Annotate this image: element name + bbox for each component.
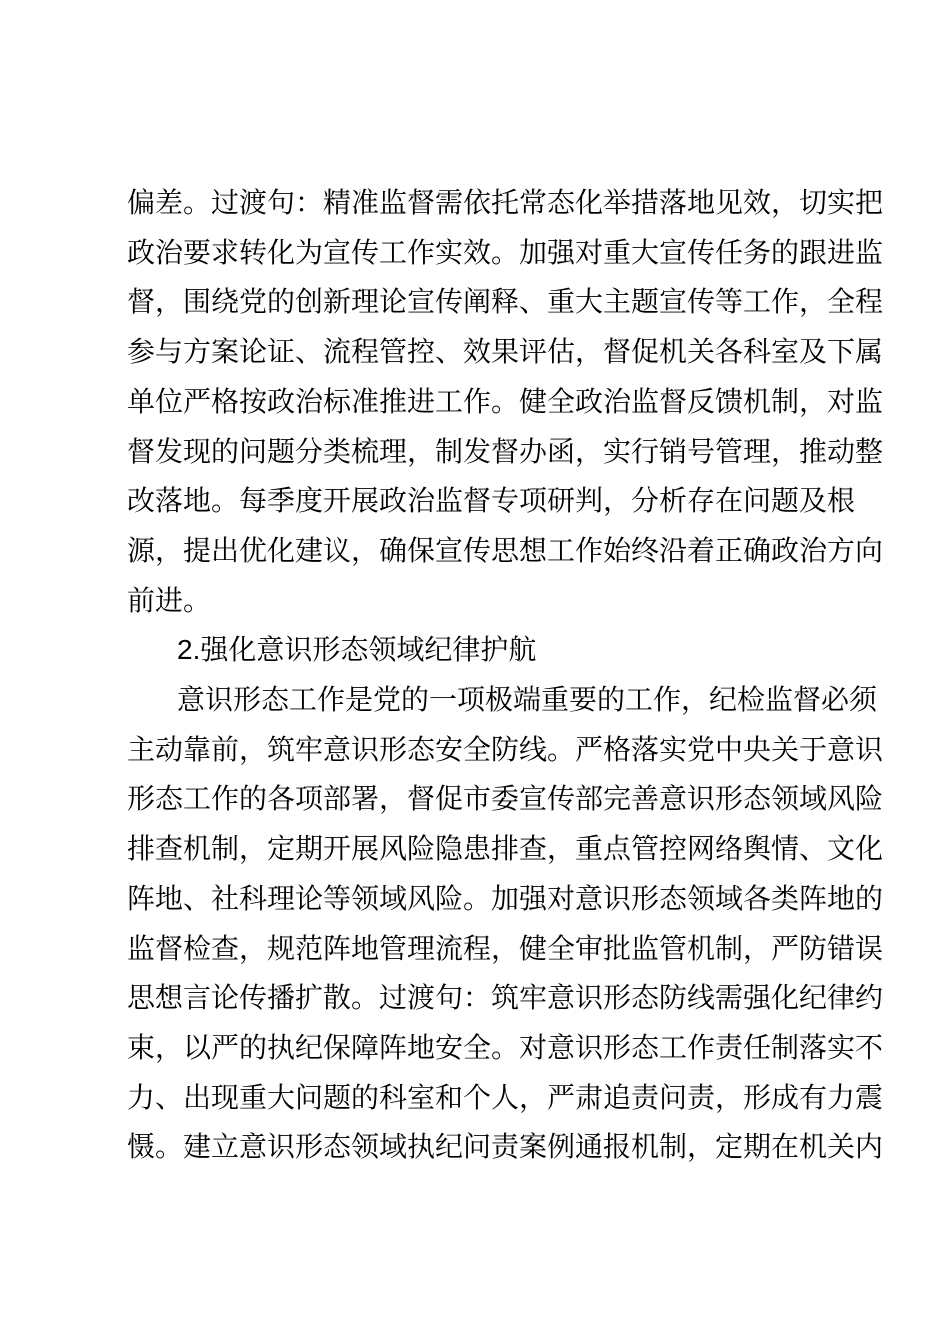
paragraph-line: 前进。 (127, 584, 212, 616)
paragraph-line: 力、出现重大问题的科室和个人，严肃追责问责，形成有力震 (127, 1081, 884, 1113)
paragraph-line: 政治要求转化为宣传工作实效。加强对重大宣传任务的跟进监 (127, 236, 884, 268)
paragraph-line: 改落地。每季度开展政治监督专项研判，分析存在问题及根 (127, 485, 856, 517)
paragraph-line: 偏差。过渡句：精准监督需依托常态化举措落地见效，切实把 (127, 187, 884, 218)
section-heading: 2.强化意识形态领域纪律护航 (177, 634, 537, 666)
paragraph-line: 慑。建立意识形态领域执纪问责案例通报机制，定期在机关内 (127, 1131, 884, 1163)
paragraph-line: 督发现的问题分类梳理，制发督办函，实行销号管理，推动整 (127, 435, 884, 467)
paragraph-line: 单位严格按政治标准推进工作。健全政治监督反馈机制，对监 (127, 385, 884, 417)
paragraph-line: 排查机制，定期开展风险隐患排查，重点管控网络舆情、文化 (127, 833, 884, 865)
paragraph-line: 形态工作的各项部署，督促市委宣传部完善意识形态领域风险 (127, 783, 884, 815)
paragraph-line: 监督检查，规范阵地管理流程，健全审批监管机制，严防错误 (127, 932, 884, 964)
paragraph-line: 参与方案论证、流程管控、效果评估，督促机关各科室及下属 (127, 336, 884, 368)
paragraph-line: 主动靠前，筑牢意识形态安全防线。严格落实党中央关于意识 (127, 733, 884, 765)
paragraph-line: 督，围绕党的创新理论宣传阐释、重大主题宣传等工作，全程 (127, 286, 884, 318)
paragraph-line: 意识形态工作是党的一项极端重要的工作，纪检监督必须 (177, 684, 878, 716)
paragraph-line: 阵地、社科理论等领域风险。加强对意识形态领域各类阵地的 (127, 882, 884, 914)
paragraph-line: 源，提出优化建议，确保宣传思想工作始终沿着正确政治方向 (127, 534, 884, 566)
paragraph-line: 束，以严的执纪保障阵地安全。对意识形态工作责任制落实不 (127, 1031, 884, 1063)
paragraph-line: 思想言论传播扩散。过渡句：筑牢意识形态防线需强化纪律约 (127, 982, 884, 1014)
text-block (127, 178, 887, 1172)
